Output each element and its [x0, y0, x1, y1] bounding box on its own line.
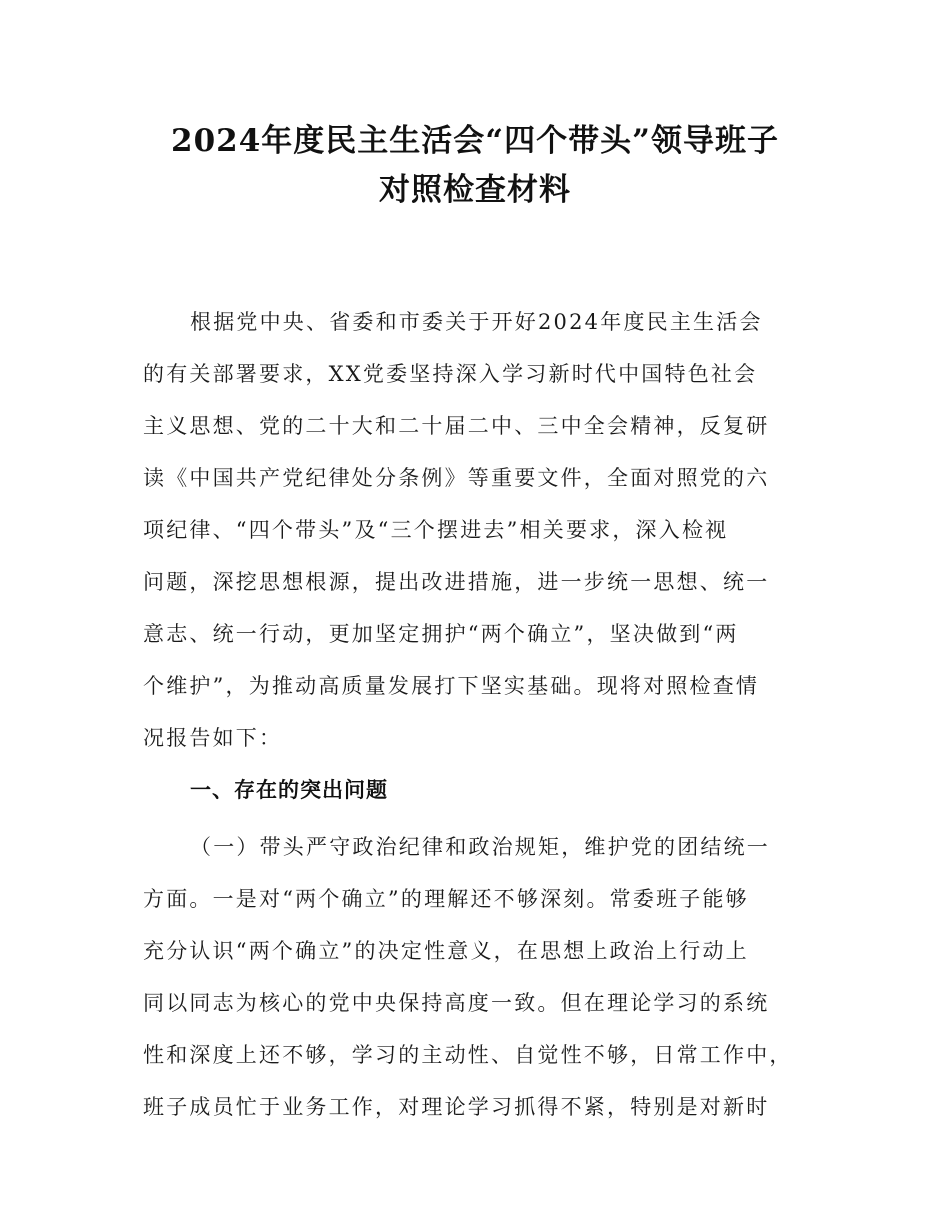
intro-paragraph-line: 的有关部署要求，XX党委坚持深入学习新时代中国特色社会	[143, 362, 758, 386]
document-title-line-1: 2024年度民主生活会“四个带头”领导班子	[171, 123, 779, 159]
section-paragraph-line: 班子成员忙于业务工作，对理论学习抓得不紧，特别是对新时	[143, 1095, 770, 1119]
intro-paragraph-line: 根据党中央、省委和市委关于开好2024年度民主生活会	[190, 310, 763, 334]
intro-paragraph-line: 读《中国共产党纪律处分条例》等重要文件，全面对照党的六	[143, 466, 770, 490]
intro-paragraph-line: 主义思想、党的二十大和二十届二中、三中全会精神，反复研	[143, 414, 770, 438]
intro-paragraph-line: 况报告如下：	[143, 726, 283, 750]
intro-paragraph-line: 项纪律、“四个带头”及“三个摆进去”相关要求，深入检视	[143, 518, 729, 542]
section-paragraph-line: 同以同志为核心的党中央保持高度一致。但在理论学习的系统	[143, 991, 770, 1015]
section-paragraph-line: （一）带头严守政治纪律和政治规矩，维护党的团结统一	[190, 835, 770, 859]
section-heading: 一、存在的突出问题	[190, 778, 388, 802]
section-paragraph-line: 性和深度上还不够，学习的主动性、自觉性不够，日常工作中，	[143, 1043, 793, 1067]
intro-paragraph-line: 个维护”，为推动高质量发展打下坚实基础。现将对照检查情	[143, 674, 760, 698]
intro-paragraph-line: 意志、统一行动，更加坚定拥护“两个确立”，坚决做到“两	[143, 622, 739, 646]
section-paragraph-line: 方面。一是对“两个确立”的理解还不够深刻。常委班子能够	[143, 887, 749, 911]
document-title-line-2: 对照检查材料	[379, 172, 571, 208]
section-paragraph-line: 充分认识“两个确立”的决定性意义，在思想上政治上行动上	[143, 939, 749, 963]
intro-paragraph-line: 问题，深挖思想根源，提出改进措施，进一步统一思想、统一	[143, 570, 770, 594]
